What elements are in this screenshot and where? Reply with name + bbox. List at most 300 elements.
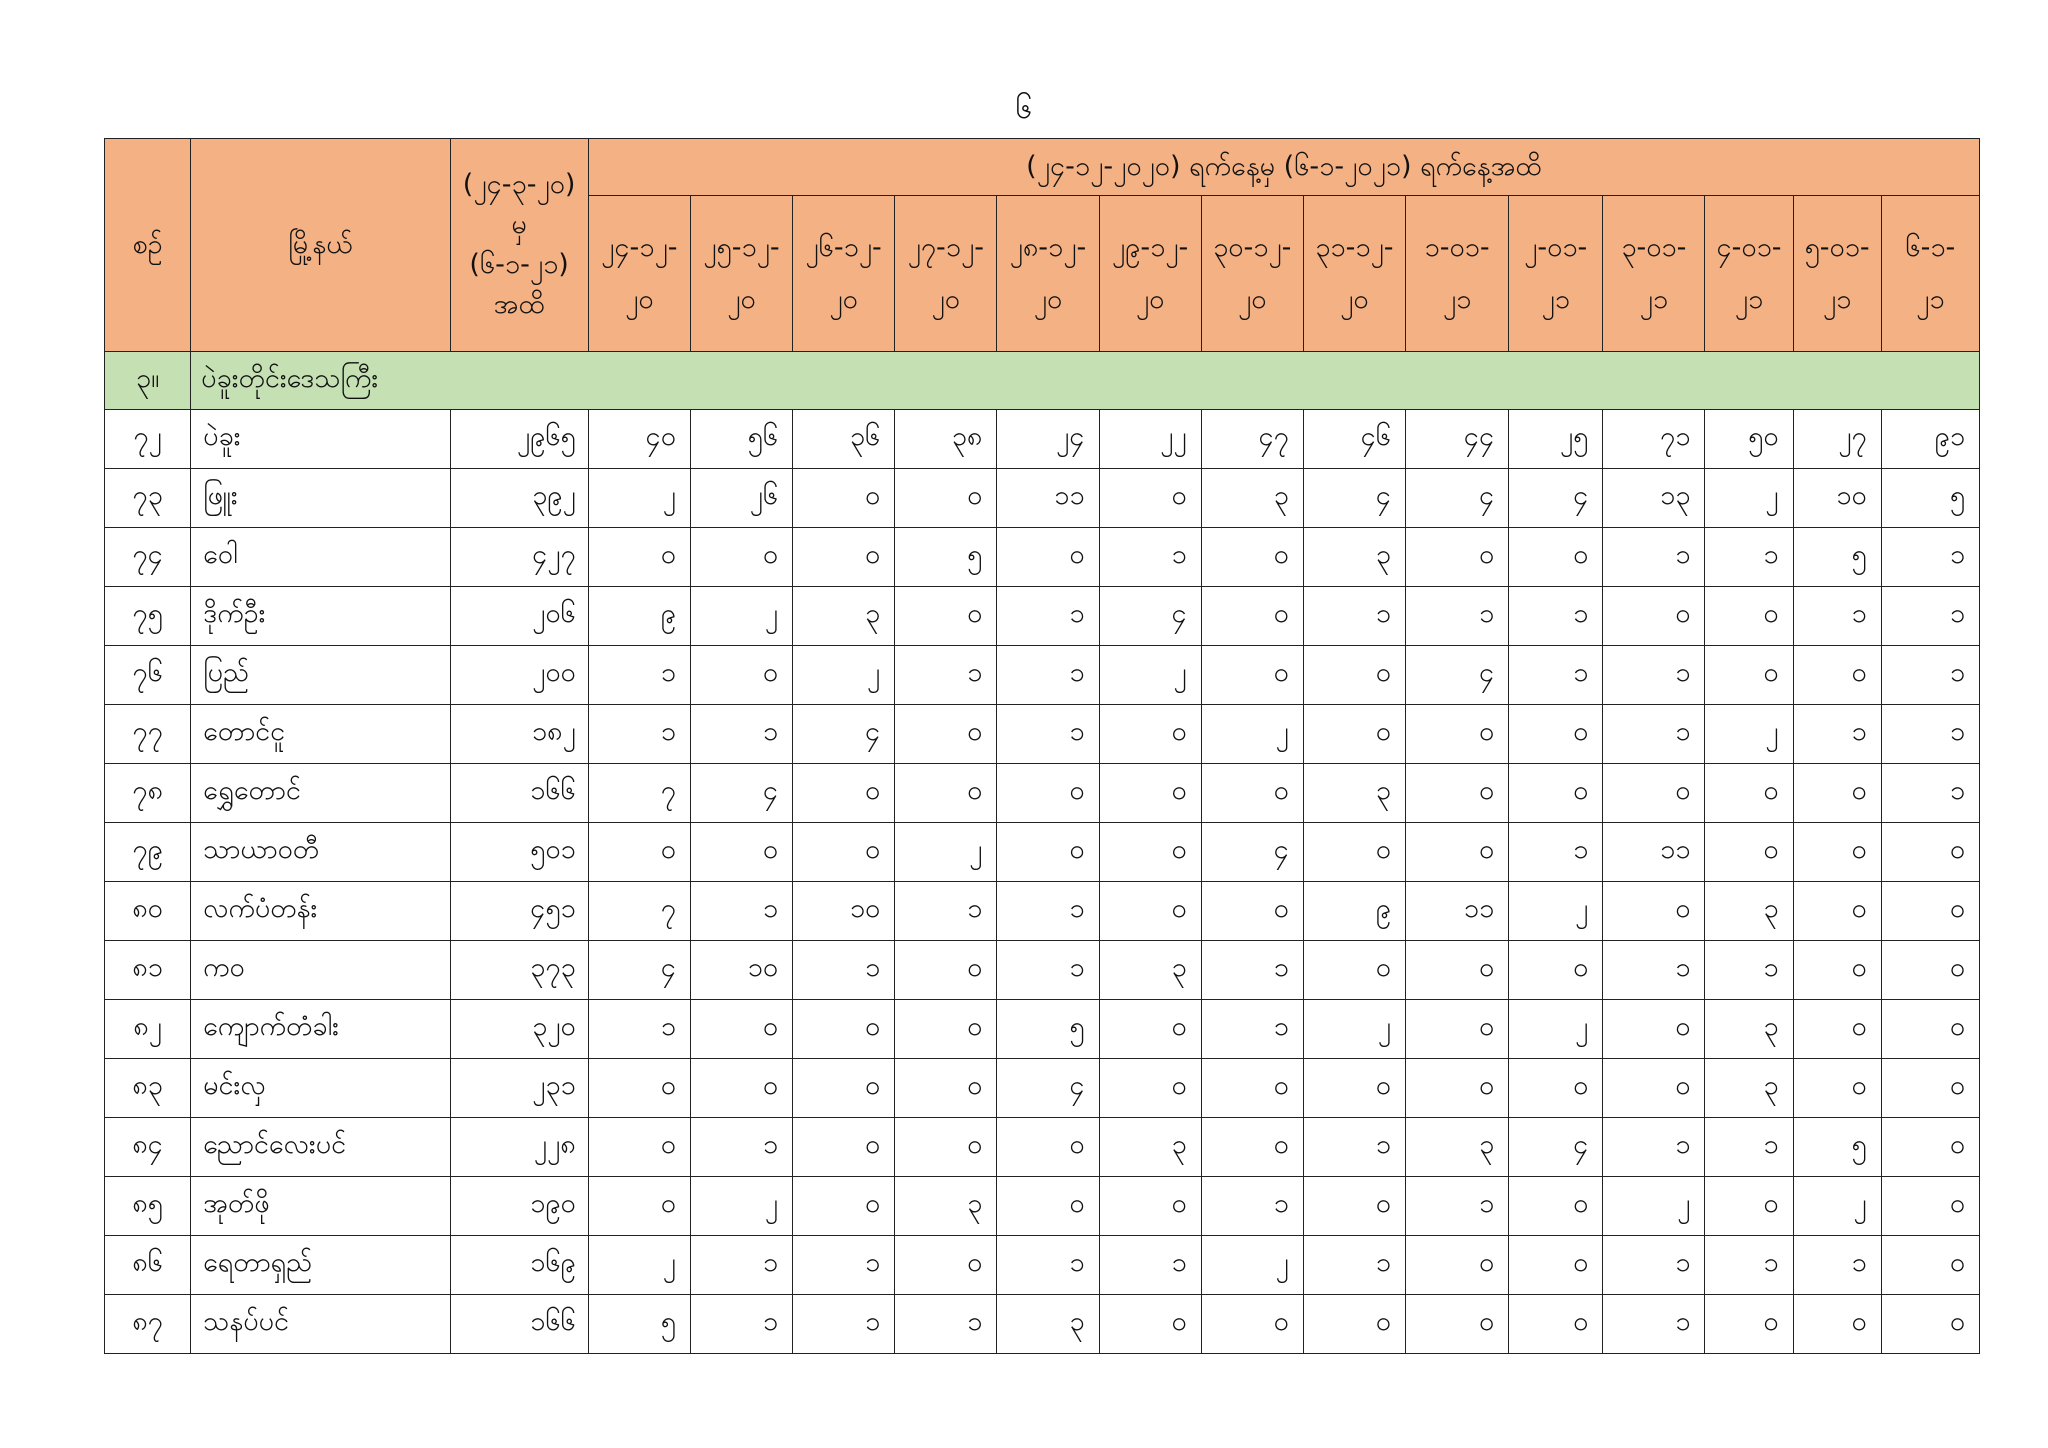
row-daily-value: ၀ xyxy=(895,764,997,823)
row-daily-value: ၀ xyxy=(690,1059,792,1118)
header-date-line1: ၂၇-၁၂- xyxy=(907,231,984,263)
row-daily-value: ၃ xyxy=(1303,764,1405,823)
header-date-line1: ၃၁-၁၂- xyxy=(1315,231,1394,263)
row-daily-value: ၀ xyxy=(997,1118,1099,1177)
row-daily-value: ၁ xyxy=(690,705,792,764)
row-daily-value: ၁ xyxy=(1881,705,1979,764)
header-date-12 xyxy=(1705,196,1793,352)
row-daily-value: ၀ xyxy=(1201,1118,1303,1177)
row-daily-value: ၀ xyxy=(1201,646,1303,705)
row-daily-value: ၃ xyxy=(1705,1059,1793,1118)
row-daily-value: ၉ xyxy=(588,587,690,646)
row-daily-value: ၀ xyxy=(1603,764,1705,823)
row-daily-value: ၃ xyxy=(1405,1118,1508,1177)
row-daily-value: ၂ xyxy=(1509,1000,1603,1059)
row-daily-value: ၀ xyxy=(1603,882,1705,941)
header-date-line2: ၂၁ xyxy=(1822,283,1852,315)
row-cumulative-total: ၁၆၉ xyxy=(450,1236,588,1295)
row-daily-value: ၂၇ xyxy=(1793,410,1881,469)
row-daily-value: ၀ xyxy=(1881,1177,1979,1236)
row-township: သာယာဝတီ xyxy=(191,823,450,882)
row-daily-value: ၀ xyxy=(895,587,997,646)
header-date-line2: ၂၀ xyxy=(625,283,654,315)
header-date-range: (၂၄-၁၂-၂၀၂၀) ရက်နေ့မှ (၆-၁-၂၀၂၁) ရက်နေ့အထိ xyxy=(588,139,1979,196)
row-daily-value: ၀ xyxy=(1881,823,1979,882)
row-daily-value: ၃၆ xyxy=(793,410,895,469)
row-daily-value: ၀ xyxy=(997,1177,1099,1236)
row-daily-value: ၀ xyxy=(1881,1000,1979,1059)
row-daily-value: ၀ xyxy=(1099,764,1201,823)
header-cumulative-until: အထိ xyxy=(493,289,545,320)
row-daily-value: ၀ xyxy=(1201,1295,1303,1354)
row-daily-value: ၁ xyxy=(997,882,1099,941)
row-daily-value: ၁၀ xyxy=(793,882,895,941)
row-daily-value: ၁ xyxy=(1303,1236,1405,1295)
row-cumulative-total: ၃၇၃ xyxy=(450,941,588,1000)
row-daily-value: ၁ xyxy=(895,882,997,941)
row-serial: ၇၉ xyxy=(105,823,191,882)
row-daily-value: ၁ xyxy=(1705,528,1793,587)
row-cumulative-total: ၄၂၇ xyxy=(450,528,588,587)
row-daily-value: ၀ xyxy=(588,528,690,587)
row-serial: ၈၇ xyxy=(105,1295,191,1354)
row-daily-value: ၄ xyxy=(690,764,792,823)
row-daily-value: ၀ xyxy=(1793,1059,1881,1118)
header-date-1 xyxy=(588,196,690,352)
row-daily-value: ၁၁ xyxy=(1603,823,1705,882)
row-daily-value: ၂ xyxy=(690,1177,792,1236)
row-daily-value: ၀ xyxy=(1303,1059,1405,1118)
row-cumulative-total: ၁၈၂ xyxy=(450,705,588,764)
header-date-line2: ၂၀ xyxy=(1135,283,1165,315)
row-daily-value: ၀ xyxy=(1705,1177,1793,1236)
table-row xyxy=(105,823,1980,882)
header-date-3 xyxy=(793,196,895,352)
row-daily-value: ၀ xyxy=(1705,646,1793,705)
row-daily-value: ၀ xyxy=(997,764,1099,823)
header-date-line2: ၂၁ xyxy=(1442,283,1472,315)
header-date-line1: ၂၆-၁၂- xyxy=(805,231,882,263)
row-township: လက်ပံတန်း xyxy=(191,882,450,941)
table-row xyxy=(105,1295,1980,1354)
header-cumulative xyxy=(450,139,588,352)
row-daily-value: ၁ xyxy=(1099,1236,1201,1295)
row-daily-value: ၂ xyxy=(1705,469,1793,528)
region-number: ၃။ xyxy=(105,352,191,410)
row-daily-value: ၁ xyxy=(1603,1236,1705,1295)
header-date-line1: ၃-၀၁- xyxy=(1621,231,1687,263)
row-daily-value: ၁ xyxy=(895,1295,997,1354)
row-cumulative-total: ၃၉၂ xyxy=(450,469,588,528)
header-date-line1: ၃၀-၁၂- xyxy=(1213,231,1292,263)
row-daily-value: ၁ xyxy=(1603,1118,1705,1177)
row-serial: ၇၄ xyxy=(105,528,191,587)
row-daily-value: ၀ xyxy=(1509,1059,1603,1118)
header-date-line1: ၁-၀၁- xyxy=(1424,231,1490,263)
row-daily-value: ၀ xyxy=(1793,764,1881,823)
header-date-5 xyxy=(997,196,1099,352)
row-daily-value: ၁ xyxy=(997,646,1099,705)
header-date-line2: ၂၀ xyxy=(727,283,756,315)
row-daily-value: ၅ xyxy=(895,528,997,587)
row-daily-value: ၁ xyxy=(690,1236,792,1295)
header-date-line1: ၆-၁- xyxy=(1905,231,1956,263)
row-daily-value: ၁ xyxy=(1405,587,1508,646)
row-daily-value: ၀ xyxy=(1099,1059,1201,1118)
header-date-line2: ၂၁ xyxy=(1639,283,1669,315)
row-township: ပဲခူး xyxy=(191,410,450,469)
row-daily-value: ၁ xyxy=(997,941,1099,1000)
row-daily-value: ၀ xyxy=(1509,941,1603,1000)
row-cumulative-total: ၂၉၆၅ xyxy=(450,410,588,469)
header-date-line2: ၂၀ xyxy=(1340,283,1369,315)
row-daily-value: ၁ xyxy=(588,705,690,764)
row-daily-value: ၁ xyxy=(1881,646,1979,705)
row-daily-value: ၀ xyxy=(1303,646,1405,705)
header-date-line2: ၂၁ xyxy=(1916,283,1945,315)
row-daily-value: ၀ xyxy=(895,941,997,1000)
row-daily-value: ၃ xyxy=(1099,1118,1201,1177)
row-daily-value: ၅ xyxy=(997,1000,1099,1059)
row-daily-value: ၁ xyxy=(1603,941,1705,1000)
row-daily-value: ၀ xyxy=(1405,705,1508,764)
row-daily-value: ၀ xyxy=(1509,1177,1603,1236)
row-township: သနပ်ပင် xyxy=(191,1295,450,1354)
row-daily-value: ၁၀ xyxy=(1793,469,1881,528)
row-daily-value: ၀ xyxy=(1405,528,1508,587)
header-date-9 xyxy=(1405,196,1508,352)
row-daily-value: ၀ xyxy=(1705,1295,1793,1354)
row-daily-value: ၀ xyxy=(690,823,792,882)
row-daily-value: ၄ xyxy=(1509,469,1603,528)
row-daily-value: ၃ xyxy=(1705,1000,1793,1059)
row-daily-value: ၁ xyxy=(1405,1177,1508,1236)
row-daily-value: ၀ xyxy=(1099,1177,1201,1236)
row-daily-value: ၀ xyxy=(1099,1295,1201,1354)
row-daily-value: ၀ xyxy=(690,528,792,587)
header-date-line1: ၂၉-၁၂- xyxy=(1111,231,1189,263)
row-daily-value: ၂ xyxy=(1201,705,1303,764)
header-date-line2: ၂၁ xyxy=(1541,283,1570,315)
header-date-6 xyxy=(1099,196,1201,352)
row-daily-value: ၂၅ xyxy=(1509,410,1603,469)
row-daily-value: ၁ xyxy=(690,1118,792,1177)
row-township: ညောင်လေးပင် xyxy=(191,1118,450,1177)
row-serial: ၇၇ xyxy=(105,705,191,764)
row-cumulative-total: ၅၀၁ xyxy=(450,823,588,882)
row-daily-value: ၀ xyxy=(1405,1236,1508,1295)
header-date-line1: ၂၄-၁၂- xyxy=(601,231,678,263)
row-daily-value: ၃ xyxy=(793,587,895,646)
row-township: ဖြူး xyxy=(191,469,450,528)
row-daily-value: ၃ xyxy=(1303,528,1405,587)
row-daily-value: ၄၆ xyxy=(1303,410,1405,469)
row-daily-value: ၇ xyxy=(588,764,690,823)
row-serial: ၈၅ xyxy=(105,1177,191,1236)
row-daily-value: ၀ xyxy=(690,646,792,705)
header-date-line1: ၂၈-၁၂- xyxy=(1009,231,1087,263)
row-cumulative-total: ၃၂၀ xyxy=(450,1000,588,1059)
table-row xyxy=(105,646,1980,705)
row-daily-value: ၁ xyxy=(1705,1236,1793,1295)
row-daily-value: ၀ xyxy=(588,1177,690,1236)
row-daily-value: ၁ xyxy=(1793,587,1881,646)
row-daily-value: ၀ xyxy=(1099,823,1201,882)
row-daily-value: ၁ xyxy=(1881,764,1979,823)
table-row xyxy=(105,941,1980,1000)
row-cumulative-total: ၂၀၆ xyxy=(450,587,588,646)
row-daily-value: ၀ xyxy=(1881,941,1979,1000)
table-row xyxy=(105,882,1980,941)
row-daily-value: ၀ xyxy=(793,1177,895,1236)
row-daily-value: ၁ xyxy=(793,1236,895,1295)
row-daily-value: ၁ xyxy=(1793,705,1881,764)
row-daily-value: ၂ xyxy=(1705,705,1793,764)
header-cumulative-from: (၂၄-၃-၂၀) xyxy=(462,169,576,200)
row-cumulative-total: ၂၂၈ xyxy=(450,1118,588,1177)
row-daily-value: ၁၀ xyxy=(690,941,792,1000)
row-daily-value: ၁ xyxy=(690,882,792,941)
row-township: အုတ်ဖို xyxy=(191,1177,450,1236)
row-daily-value: ၁ xyxy=(1099,528,1201,587)
row-daily-value: ၀ xyxy=(1793,882,1881,941)
row-daily-value: ၅ xyxy=(1793,1118,1881,1177)
header-cumulative-to: (၆-၁-၂၁) xyxy=(469,249,569,280)
row-daily-value: ၀ xyxy=(793,528,895,587)
row-daily-value: ၀ xyxy=(1201,528,1303,587)
row-daily-value: ၁ xyxy=(1603,646,1705,705)
row-serial: ၈၆ xyxy=(105,1236,191,1295)
row-daily-value: ၃ xyxy=(895,1177,997,1236)
row-daily-value: ၀ xyxy=(1705,823,1793,882)
row-daily-value: ၁ xyxy=(1303,587,1405,646)
row-daily-value: ၂၆ xyxy=(690,469,792,528)
row-daily-value: ၀ xyxy=(793,764,895,823)
row-daily-value: ၃ xyxy=(1099,941,1201,1000)
row-daily-value: ၀ xyxy=(1405,1059,1508,1118)
header-date-8 xyxy=(1303,196,1405,352)
row-daily-value: ၁ xyxy=(1201,941,1303,1000)
header-date-4 xyxy=(895,196,997,352)
header-date-11 xyxy=(1603,196,1705,352)
row-daily-value: ၀ xyxy=(1793,646,1881,705)
row-daily-value: ၁ xyxy=(1201,1177,1303,1236)
table-row xyxy=(105,1177,1980,1236)
row-daily-value: ၀ xyxy=(1405,941,1508,1000)
row-township: မင်းလှ xyxy=(191,1059,450,1118)
header-date-line2: ၂၀ xyxy=(931,283,960,315)
row-daily-value: ၀ xyxy=(588,823,690,882)
row-daily-value: ၀ xyxy=(1603,1059,1705,1118)
row-daily-value: ၄၇ xyxy=(1201,410,1303,469)
row-daily-value: ၁ xyxy=(588,646,690,705)
row-daily-value: ၅ xyxy=(1881,469,1979,528)
row-daily-value: ၀ xyxy=(588,1118,690,1177)
row-serial: ၈၁ xyxy=(105,941,191,1000)
row-daily-value: ၉၁ xyxy=(1881,410,1979,469)
row-daily-value: ၀ xyxy=(1201,587,1303,646)
row-daily-value: ၄၄ xyxy=(1405,410,1508,469)
row-daily-value: ၂ xyxy=(588,1236,690,1295)
row-daily-value: ၀ xyxy=(1509,1295,1603,1354)
row-daily-value: ၁၃ xyxy=(1603,469,1705,528)
row-daily-value: ၂ xyxy=(1303,1000,1405,1059)
row-daily-value: ၂ xyxy=(895,823,997,882)
row-township: ပြည် xyxy=(191,646,450,705)
table-row xyxy=(105,764,1980,823)
row-daily-value: ၅ xyxy=(588,1295,690,1354)
row-serial: ၇၈ xyxy=(105,764,191,823)
row-daily-value: ၁ xyxy=(1509,587,1603,646)
row-daily-value: ၀ xyxy=(1405,823,1508,882)
row-daily-value: ၁ xyxy=(1509,646,1603,705)
row-cumulative-total: ၄၅၁ xyxy=(450,882,588,941)
row-daily-value: ၄ xyxy=(793,705,895,764)
row-daily-value: ၄ xyxy=(1405,646,1508,705)
row-daily-value: ၀ xyxy=(793,1000,895,1059)
row-daily-value: ၀ xyxy=(895,1236,997,1295)
row-daily-value: ၀ xyxy=(588,1059,690,1118)
row-daily-value: ၉ xyxy=(1303,882,1405,941)
row-daily-value: ၀ xyxy=(1099,469,1201,528)
row-serial: ၇၆ xyxy=(105,646,191,705)
row-daily-value: ၄ xyxy=(588,941,690,1000)
header-date-2 xyxy=(690,196,792,352)
row-daily-value: ၂ xyxy=(588,469,690,528)
row-township: ကျောက်တံခါး xyxy=(191,1000,450,1059)
row-daily-value: ၀ xyxy=(1881,1236,1979,1295)
row-daily-value: ၄ xyxy=(1509,1118,1603,1177)
row-daily-value: ၀ xyxy=(895,1118,997,1177)
row-daily-value: ၀ xyxy=(895,1059,997,1118)
header-township: မြို့နယ် xyxy=(191,139,450,352)
row-daily-value: ၁ xyxy=(1705,1118,1793,1177)
header-date-line2: ၂၀ xyxy=(829,283,858,315)
header-date-13 xyxy=(1793,196,1881,352)
header-serial: စဉ် xyxy=(105,139,191,352)
row-daily-value: ၁ xyxy=(997,1236,1099,1295)
table-row xyxy=(105,587,1980,646)
row-daily-value: ၇ xyxy=(588,882,690,941)
row-daily-value: ၁ xyxy=(997,587,1099,646)
row-daily-value: ၂ xyxy=(1603,1177,1705,1236)
row-daily-value: ၄ xyxy=(1303,469,1405,528)
row-township: ဒိုက်ဦး xyxy=(191,587,450,646)
row-daily-value: ၀ xyxy=(1303,1295,1405,1354)
row-daily-value: ၁ xyxy=(1881,528,1979,587)
row-daily-value: ၄ xyxy=(1405,469,1508,528)
row-daily-value: ၀ xyxy=(793,1118,895,1177)
row-serial: ၈၄ xyxy=(105,1118,191,1177)
row-daily-value: ၄၀ xyxy=(588,410,690,469)
row-daily-value: ၇၁ xyxy=(1603,410,1705,469)
row-daily-value: ၀ xyxy=(997,823,1099,882)
row-daily-value: ၀ xyxy=(1201,882,1303,941)
row-daily-value: ၂၂ xyxy=(1099,410,1201,469)
row-daily-value: ၀ xyxy=(895,1000,997,1059)
row-daily-value: ၁ xyxy=(690,1295,792,1354)
row-cumulative-total: ၁၉၀ xyxy=(450,1177,588,1236)
table-row xyxy=(105,1118,1980,1177)
row-daily-value: ၂ xyxy=(690,587,792,646)
row-daily-value: ၂ xyxy=(793,646,895,705)
row-daily-value: ၁ xyxy=(1509,823,1603,882)
row-daily-value: ၀ xyxy=(1509,764,1603,823)
row-daily-value: ၀ xyxy=(1881,1059,1979,1118)
header-date-line1: ၂၅-၁၂- xyxy=(703,231,780,263)
row-daily-value: ၂ xyxy=(1099,646,1201,705)
row-daily-value: ၁၁ xyxy=(1405,882,1508,941)
table-row xyxy=(105,1236,1980,1295)
row-township: တောင်ငူ xyxy=(191,705,450,764)
row-daily-value: ၁ xyxy=(895,646,997,705)
row-daily-value: ၀ xyxy=(1881,1118,1979,1177)
row-daily-value: ၁ xyxy=(997,705,1099,764)
row-daily-value: ၃၈ xyxy=(895,410,997,469)
table-row xyxy=(105,1059,1980,1118)
row-daily-value: ၂ xyxy=(1793,1177,1881,1236)
row-cumulative-total: ၂၃၁ xyxy=(450,1059,588,1118)
row-serial: ၈၃ xyxy=(105,1059,191,1118)
header-date-14 xyxy=(1881,196,1979,352)
row-daily-value: ၀ xyxy=(997,528,1099,587)
row-daily-value: ၀ xyxy=(1881,1295,1979,1354)
row-daily-value: ၄ xyxy=(1099,587,1201,646)
row-daily-value: ၁ xyxy=(1303,1118,1405,1177)
case-count-table xyxy=(104,138,1980,1354)
row-daily-value: ၃ xyxy=(1201,469,1303,528)
table-row xyxy=(105,469,1980,528)
row-daily-value: ၃ xyxy=(997,1295,1099,1354)
row-daily-value: ၀ xyxy=(793,469,895,528)
row-daily-value: ၁ xyxy=(1705,941,1793,1000)
row-daily-value: ၀ xyxy=(1303,941,1405,1000)
header-date-line2: ၂၀ xyxy=(1033,283,1063,315)
row-daily-value: ၄ xyxy=(1201,823,1303,882)
row-cumulative-total: ၁၆၆ xyxy=(450,764,588,823)
row-daily-value: ၂ xyxy=(1509,882,1603,941)
row-serial: ၈၀ xyxy=(105,882,191,941)
table-row xyxy=(105,410,1980,469)
row-daily-value: ၀ xyxy=(1793,823,1881,882)
row-daily-value: ၁၁ xyxy=(997,469,1099,528)
row-daily-value: ၀ xyxy=(895,705,997,764)
row-daily-value: ၃ xyxy=(1705,882,1793,941)
row-daily-value: ၀ xyxy=(1705,764,1793,823)
row-daily-value: ၅ xyxy=(1793,528,1881,587)
region-name: ပဲခူးတိုင်းဒေသကြီး xyxy=(191,352,1980,410)
row-cumulative-total: ၂၀၀ xyxy=(450,646,588,705)
row-daily-value: ၁ xyxy=(793,1295,895,1354)
row-daily-value: ၀ xyxy=(1303,705,1405,764)
row-cumulative-total: ၁၆၆ xyxy=(450,1295,588,1354)
header-date-line2: ၂၀ xyxy=(1238,283,1267,315)
header-date-line1: ၅-၀၁- xyxy=(1804,231,1870,263)
row-daily-value: ၀ xyxy=(1201,1059,1303,1118)
table-row xyxy=(105,1000,1980,1059)
header-date-line2: ၂၁ xyxy=(1734,283,1764,315)
row-daily-value: ၁ xyxy=(1603,1295,1705,1354)
row-daily-value: ၀ xyxy=(1303,823,1405,882)
row-township: ရေတာရှည် xyxy=(191,1236,450,1295)
row-daily-value: ၀ xyxy=(1603,1000,1705,1059)
row-daily-value: ၀ xyxy=(1405,1000,1508,1059)
header-cumulative-mha: မှ xyxy=(511,209,527,240)
row-daily-value: ၁ xyxy=(1603,528,1705,587)
row-daily-value: ၁ xyxy=(1881,587,1979,646)
row-daily-value: ၁ xyxy=(793,941,895,1000)
row-daily-value: ၅၆ xyxy=(690,410,792,469)
